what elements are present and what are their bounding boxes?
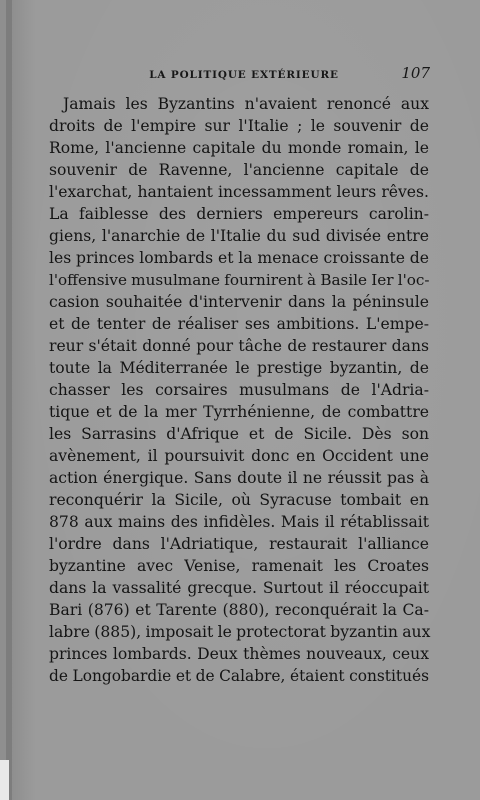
- text-line: l'offensive musulmane fournirent à Basile Ier l'oc-: [49, 271, 430, 289]
- text-line: byzantine avec Venise, ramenait les Croates: [49, 557, 429, 575]
- text-line: souvenir de Ravenne, l'ancienne capitale de: [49, 161, 429, 179]
- text-line: princes lombards. Deux thèmes nouveaux, ceux: [49, 645, 429, 663]
- text-line: La faiblesse des derniers empereurs carolin-: [49, 205, 429, 223]
- text-line: de Longobardie et de Calabre, étaient constitués: [49, 667, 429, 685]
- text-line: les Sarrasins d'Afrique et de Sicile. Dès son: [49, 425, 429, 443]
- text-line: l'exarchat, hantaient incessamment leurs rêves.: [49, 183, 429, 201]
- text-line: Bari (876) et Tarente (880), reconquérait la Ca-: [49, 601, 429, 619]
- text-line: action énergique. Sans doute il ne réussit pas à: [49, 469, 429, 487]
- text-line: avènement, il poursuivit donc en Occident une: [49, 447, 429, 465]
- text-line: reur s'était donné pour tâche de restaurer dans: [49, 337, 429, 355]
- text-line: toute la Méditerranée le prestige byzantin, de: [49, 359, 429, 377]
- text-line: chasser les corsaires musulmans de l'Adria-: [49, 381, 429, 399]
- text-line: dans la vassalité grecque. Surtout il réoccupait: [49, 579, 429, 597]
- text-line: et de tenter de réaliser ses ambitions. L'empe-: [49, 315, 429, 333]
- text-line: Rome, l'ancienne capitale du monde romain, le: [49, 139, 429, 157]
- text-line: les princes lombards et la menace croissante de: [49, 249, 429, 267]
- text-line: casion souhaitée d'intervenir dans la péninsule: [49, 293, 429, 311]
- running-title: LA POLITIQUE EXTÉRIEURE: [149, 69, 339, 81]
- text-line: tique et de la mer Tyrrhénienne, de combattre: [49, 403, 429, 421]
- page-number: 107: [401, 64, 430, 82]
- text-line: labre (885), imposait le protectorat byzantin aux: [49, 623, 431, 641]
- text-line: giens, l'anarchie de l'Italie du sud divisée entre: [49, 227, 429, 245]
- text-line: Jamais les Byzantins n'avaient renoncé aux: [63, 95, 429, 113]
- text-line: l'ordre dans l'Adriatique, restaurait l'alliance: [49, 535, 429, 553]
- text-line: reconquérir la Sicile, où Syracuse tombait en: [49, 491, 429, 509]
- text-line: 878 aux mains des infidèles. Mais il rétablissait: [49, 513, 429, 531]
- text-line: droits de l'empire sur l'Italie ; le souvenir de: [49, 117, 429, 135]
